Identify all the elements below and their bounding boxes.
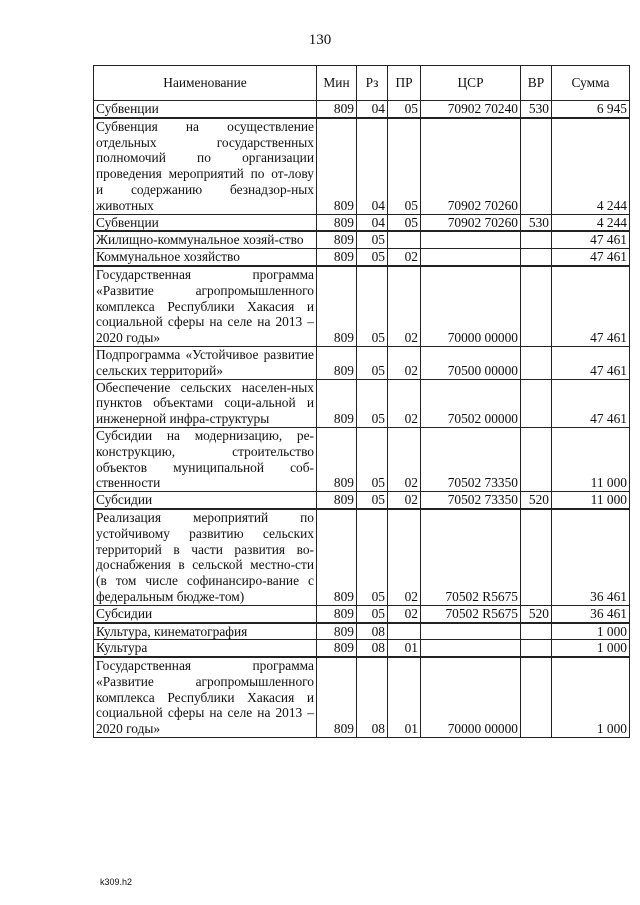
cell-pr: 02 <box>388 266 421 346</box>
cell-sum: 1 000 <box>552 640 630 657</box>
cell-pr <box>388 623 421 640</box>
page-number: 130 <box>308 32 332 48</box>
cell-csr <box>421 640 521 657</box>
cell-sum: 1 000 <box>552 657 630 737</box>
cell-rz: 04 <box>357 118 388 214</box>
cell-pr: 05 <box>388 214 421 231</box>
table-row <box>94 379 630 427</box>
cell-csr: 70902 70260 <box>421 214 521 231</box>
cell-csr <box>421 249 521 266</box>
header-vr: ВР <box>521 66 552 101</box>
cell-min: 809 <box>317 657 357 737</box>
cell-vr <box>521 640 552 657</box>
cell-name: Государственная программа «Развитие агропромышленного комплекса Республики Хакасия и социальной сферы на селе на 2013 – 2020 годы» <box>94 266 317 346</box>
cell-vr <box>521 346 552 379</box>
cell-name: Коммунальное хозяйство <box>94 249 317 266</box>
cell-vr <box>521 509 552 605</box>
header-sum: Сумма <box>552 66 630 101</box>
header-row <box>94 66 630 101</box>
cell-rz: 05 <box>357 427 388 491</box>
cell-sum: 11 000 <box>552 492 630 509</box>
cell-vr <box>521 657 552 737</box>
cell-pr: 02 <box>388 492 421 509</box>
cell-csr: 70502 73350 <box>421 492 521 509</box>
table-row <box>94 346 630 379</box>
cell-name: Жилищно-коммунальное хозяй-ство <box>94 231 317 248</box>
table-row <box>94 427 630 491</box>
cell-vr: 530 <box>521 214 552 231</box>
cell-min: 809 <box>317 249 357 266</box>
table-body <box>94 101 630 738</box>
cell-pr: 02 <box>388 509 421 605</box>
cell-pr: 05 <box>388 118 421 214</box>
cell-pr <box>388 231 421 248</box>
cell-vr <box>521 231 552 248</box>
cell-sum: 47 461 <box>552 346 630 379</box>
header-pr: ПР <box>388 66 421 101</box>
cell-sum: 1 000 <box>552 623 630 640</box>
cell-vr <box>521 118 552 214</box>
cell-vr: 520 <box>521 605 552 622</box>
header-min: Мин <box>317 66 357 101</box>
cell-sum: 47 461 <box>552 266 630 346</box>
cell-csr: 70502 00000 <box>421 379 521 427</box>
cell-min: 809 <box>317 605 357 622</box>
cell-rz: 05 <box>357 231 388 248</box>
cell-rz: 05 <box>357 379 388 427</box>
cell-name: Субсидии на модернизацию, ре-конструкцию, строительство объектов муниципальной соб-ственности <box>94 427 317 491</box>
cell-csr: 70500 00000 <box>421 346 521 379</box>
cell-name: Государственная программа «Развитие агропромышленного комплекса Республики Хакасия и социальной сферы на селе на 2013 – 2020 годы» <box>94 657 317 737</box>
cell-csr: 70000 00000 <box>421 266 521 346</box>
cell-min: 809 <box>317 214 357 231</box>
table-row <box>94 509 630 605</box>
table-row <box>94 118 630 214</box>
cell-vr <box>521 249 552 266</box>
cell-rz: 05 <box>357 266 388 346</box>
cell-rz: 05 <box>357 346 388 379</box>
cell-csr: 70502 73350 <box>421 427 521 491</box>
cell-rz: 05 <box>357 605 388 622</box>
footer-code: k309.h2 <box>100 877 133 887</box>
cell-vr <box>521 379 552 427</box>
cell-min: 809 <box>317 101 357 118</box>
header-name: Наименование <box>94 66 317 101</box>
table-row <box>94 623 630 640</box>
cell-sum: 11 000 <box>552 427 630 491</box>
cell-min: 809 <box>317 346 357 379</box>
cell-name: Субсидии <box>94 492 317 509</box>
cell-min: 809 <box>317 492 357 509</box>
cell-pr: 02 <box>388 346 421 379</box>
cell-vr <box>521 427 552 491</box>
cell-csr <box>421 623 521 640</box>
cell-min: 809 <box>317 118 357 214</box>
cell-rz: 04 <box>357 101 388 118</box>
cell-name: Субвенция на осуществление отдельных государственных полномочий по организации проведения мероприятий по от-лову и содержанию безнадзор-ных животных <box>94 118 317 214</box>
cell-rz: 08 <box>357 657 388 737</box>
cell-vr: 520 <box>521 492 552 509</box>
cell-rz: 05 <box>357 509 388 605</box>
cell-rz: 05 <box>357 249 388 266</box>
header-rz: Рз <box>357 66 388 101</box>
cell-vr: 530 <box>521 101 552 118</box>
table-row <box>94 249 630 266</box>
cell-name: Культура, кинематография <box>94 623 317 640</box>
cell-min: 809 <box>317 509 357 605</box>
cell-min: 809 <box>317 640 357 657</box>
table-row <box>94 101 630 118</box>
table-row <box>94 231 630 248</box>
cell-name: Субвенции <box>94 214 317 231</box>
table-row <box>94 266 630 346</box>
cell-pr: 02 <box>388 605 421 622</box>
cell-rz: 08 <box>357 623 388 640</box>
cell-pr: 05 <box>388 101 421 118</box>
table-row <box>94 492 630 509</box>
cell-csr: 70502 R5675 <box>421 509 521 605</box>
table-row <box>94 640 630 657</box>
cell-rz: 05 <box>357 492 388 509</box>
cell-pr: 01 <box>388 657 421 737</box>
cell-name: Реализация мероприятий по устойчивому развитию сельских территорий в части развития во-доснабжения в сельской местно-сти (в том числе софинансиро-вание с федеральным бюдже-том) <box>94 509 317 605</box>
cell-name: Подпрограмма «Устойчивое развитие сельских территорий» <box>94 346 317 379</box>
cell-vr <box>521 266 552 346</box>
cell-pr: 02 <box>388 379 421 427</box>
cell-rz: 04 <box>357 214 388 231</box>
cell-sum: 47 461 <box>552 231 630 248</box>
cell-csr: 70502 R5675 <box>421 605 521 622</box>
table-row <box>94 214 630 231</box>
cell-sum: 36 461 <box>552 509 630 605</box>
budget-table <box>93 65 630 738</box>
cell-sum: 4 244 <box>552 214 630 231</box>
cell-vr <box>521 623 552 640</box>
cell-sum: 4 244 <box>552 118 630 214</box>
cell-min: 809 <box>317 623 357 640</box>
table-row <box>94 657 630 737</box>
cell-min: 809 <box>317 379 357 427</box>
cell-csr: 70902 70260 <box>421 118 521 214</box>
cell-name: Субсидии <box>94 605 317 622</box>
cell-sum: 36 461 <box>552 605 630 622</box>
cell-min: 809 <box>317 231 357 248</box>
cell-csr: 70000 00000 <box>421 657 521 737</box>
cell-csr <box>421 231 521 248</box>
cell-pr: 01 <box>388 640 421 657</box>
table-row <box>94 605 630 622</box>
cell-sum: 47 461 <box>552 379 630 427</box>
cell-min: 809 <box>317 427 357 491</box>
cell-sum: 47 461 <box>552 249 630 266</box>
cell-name: Обеспечение сельских населен-ных пунктов объектами соци-альной и инженерной инфра-структуры <box>94 379 317 427</box>
cell-csr: 70902 70240 <box>421 101 521 118</box>
cell-sum: 6 945 <box>552 101 630 118</box>
cell-min: 809 <box>317 266 357 346</box>
cell-pr: 02 <box>388 249 421 266</box>
cell-rz: 08 <box>357 640 388 657</box>
cell-name: Культура <box>94 640 317 657</box>
header-csr: ЦСР <box>421 66 521 101</box>
cell-name: Субвенции <box>94 101 317 118</box>
cell-pr: 02 <box>388 427 421 491</box>
